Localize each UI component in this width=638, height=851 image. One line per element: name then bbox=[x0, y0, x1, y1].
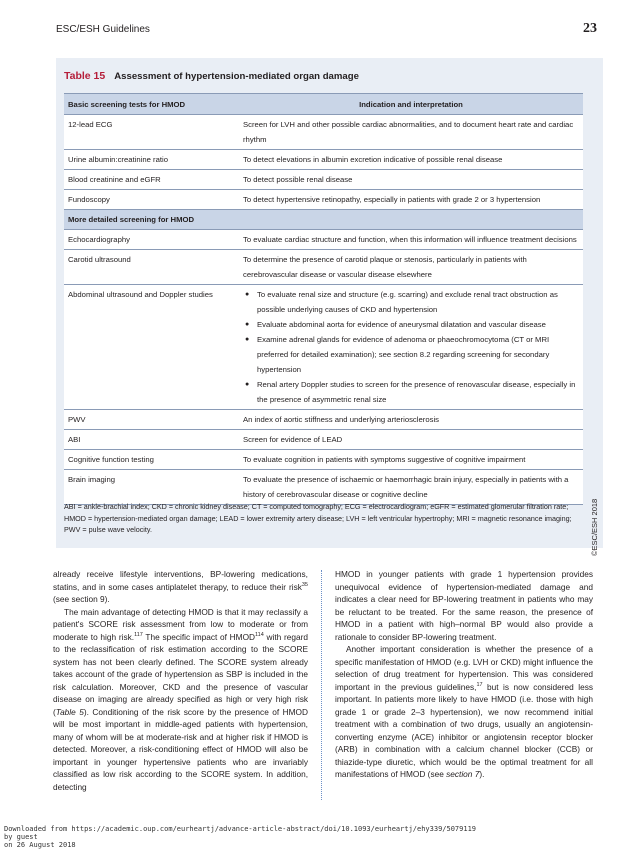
table-row bbox=[64, 450, 583, 470]
citation: 35 bbox=[301, 581, 308, 588]
citation: 114 bbox=[255, 631, 264, 638]
table-row bbox=[64, 230, 583, 250]
paragraph bbox=[53, 606, 308, 794]
table-title: Assessment of hypertension-mediated organ damage bbox=[114, 71, 359, 82]
indication-cell: To detect elevations in albumin excretion indicative of possible renal disease bbox=[239, 150, 583, 170]
download-notice bbox=[4, 825, 476, 850]
text-run: The specific impact of HMOD bbox=[142, 631, 256, 642]
indication-cell: To evaluate cognition in patients with symptoms suggestive of cognitive impairment bbox=[239, 450, 583, 470]
indication-cell: Screen for evidence of LEAD bbox=[239, 430, 583, 450]
test-cell: Cognitive function testing bbox=[64, 450, 239, 470]
citation: 117 bbox=[134, 631, 143, 638]
text-run: (see section 9). bbox=[53, 594, 110, 604]
body-column-right bbox=[335, 568, 593, 781]
text-run: with regard to the reclassification of risk estimation according to the SCORE system has not been clearly defined. The SCORE system already takes account of the grade of hypertension as SBP is included in the risk calculation. Moreover, CKD and the presence of vascular disease on imaging are already specified as high or very high risk ( bbox=[53, 631, 308, 717]
text-run: The main advantage of detecting HMOD is that it may reclassify a patient's SCORE risk assessment from low to moderate or from moderate to high risk. bbox=[53, 606, 308, 642]
test-cell: Carotid ultrasound bbox=[64, 250, 239, 285]
indication-cell: To evaluate cardiac structure and function, when this information will influence treatment decisions bbox=[239, 230, 583, 250]
download-line: on 26 August 2018 bbox=[4, 841, 76, 850]
bullet-item: ● Examine adrenal glands for evidence of adenoma or phaeochromocytoma (CT or MRI preferred for detailed examination); see section 8.2 regarding screening for secondary hypertension bbox=[257, 332, 579, 377]
indication-cell: To detect possible renal disease bbox=[239, 170, 583, 190]
page-number: 23 bbox=[583, 21, 597, 36]
table-row bbox=[64, 285, 583, 410]
indication-cell bbox=[239, 285, 583, 410]
indication-cell: To determine the presence of carotid plaque or stenosis, particularly in patients with cerebrovascular disease or vascular disease elsewhere bbox=[239, 250, 583, 285]
table-subheader-row bbox=[64, 210, 583, 230]
indication-cell: An index of aortic stiffness and underlying arteriosclerosis bbox=[239, 410, 583, 430]
test-cell: 12-lead ECG bbox=[64, 115, 239, 150]
indication-cell: To detect hypertensive retinopathy, especially in patients with grade 2 or 3 hypertension bbox=[239, 190, 583, 210]
table-header-row bbox=[64, 94, 583, 115]
test-cell: Urine albumin:creatinine ratio bbox=[64, 150, 239, 170]
citation: 17 bbox=[476, 681, 483, 688]
bullet-item: ● To evaluate renal size and structure (e.g. scarring) and exclude renal tract obstruction as possible underlying causes of CKD and hypertension bbox=[257, 287, 579, 317]
table-row bbox=[64, 470, 583, 505]
test-cell: Abdominal ultrasound and Doppler studies bbox=[64, 285, 239, 410]
column-divider bbox=[321, 570, 322, 800]
section-reference-link[interactable]: section 7 bbox=[446, 769, 480, 779]
table-caption bbox=[64, 70, 359, 82]
hmod-table bbox=[64, 93, 583, 505]
table-reference-link[interactable]: Table 5 bbox=[55, 706, 84, 717]
paragraph bbox=[335, 643, 593, 781]
paragraph: HMOD in younger patients with grade 1 hypertension provides unequivocal evidence of hypertension-mediated damage and indicates a clear need for BP-lowering treatment in patients who may be reluctant to be treated. For the same reason, the presence of HMOD in a patient with high–normal BP would also provide a rationale to consider BP-lowering treatment. bbox=[335, 569, 593, 642]
test-cell: Fundoscopy bbox=[64, 190, 239, 210]
text-run: Another important consideration is whether the presence of a specific manifestation of HMOD (e.g. LVH or CKD) might influence the selection of drug treatment for hypertension. This was considered important in the previous guidelines, bbox=[335, 644, 593, 692]
bullet-list bbox=[243, 287, 579, 407]
table-footnote: ABI = ankle-brachial index; CKD = chronic kidney disease; CT = computed tomography; ECG = electrocardiogram; eGFR = estimated glomerular filtration rate; HMOD = hypertension-mediated organ damage; LEAD = lower extremity artery disease; LVH = left ventricular hypertrophy; MRI = magnetic resonance imaging; PWV = pulse wave velocity. bbox=[64, 502, 572, 534]
download-line: by guest bbox=[4, 833, 38, 842]
table-row bbox=[64, 410, 583, 430]
table-row bbox=[64, 150, 583, 170]
column-header-test: Basic screening tests for HMOD bbox=[64, 94, 239, 115]
test-cell: ABI bbox=[64, 430, 239, 450]
text-run: but is now considered less important. In patients more likely to have HMOD (i.e. those with high grade 1 or grade 2–3 hypertension), we now recommend initial treatment with a combination of two drugs, usually an angiotensin-converting enzyme (ACE) inhibitor or angiotensin receptor blocker (ARB) in combination with a calcium channel blocker (CCB) or thiazide-type diuretic, which would be the optimal treatment for all manifestations of HMOD (see bbox=[335, 681, 593, 779]
bullet-item: ● Evaluate abdominal aorta for evidence of aneurysmal dilatation and vascular disease bbox=[257, 317, 579, 332]
text-run: already receive lifestyle interventions, BP-lowering medications, statins, and in some cases antiplatelet therapy, to reduce their risk bbox=[53, 569, 308, 592]
body-column-left bbox=[53, 568, 308, 793]
table-row bbox=[64, 115, 583, 150]
running-header: ESC/ESH Guidelines bbox=[56, 24, 150, 35]
test-cell: Brain imaging bbox=[64, 470, 239, 505]
table-row bbox=[64, 170, 583, 190]
table-panel bbox=[56, 58, 603, 556]
copyright-text: ©ESC/ESH 2018 bbox=[590, 498, 599, 556]
copyright-notice bbox=[590, 486, 602, 556]
paragraph bbox=[53, 568, 308, 606]
subheader-cell: More detailed screening for HMOD bbox=[64, 210, 583, 230]
test-cell: PWV bbox=[64, 410, 239, 430]
text-run: ). Conditioning of the risk score by the presence of HMOD will be most important in middle-aged patients with hypertension, many of whom will be at moderate-risk and at higher risk if HMOD is detected. Moreover, a risk-conditioning effect of HMOD will also be important in younger hypertensive patients who are invariably classified as low risk according to the SCORE system. In addition, detecting bbox=[53, 706, 308, 792]
test-cell: Blood creatinine and eGFR bbox=[64, 170, 239, 190]
table-row bbox=[64, 250, 583, 285]
indication-cell: Screen for LVH and other possible cardiac abnormalities, and to document heart rate and cardiac rhythm bbox=[239, 115, 583, 150]
table-number: Table 15 bbox=[64, 70, 106, 82]
column-header-indication: Indication and interpretation bbox=[239, 94, 583, 115]
table-row bbox=[64, 190, 583, 210]
bullet-item: ● Renal artery Doppler studies to screen for the presence of renovascular disease, especially in the presence of asymmetric renal size bbox=[257, 377, 579, 407]
indication-cell: To evaluate the presence of ischaemic or haemorrhagic brain injury, especially in patients with a history of cerebrovascular disease or cognitive decline bbox=[239, 470, 583, 505]
text-run: ). bbox=[479, 769, 485, 779]
table-row bbox=[64, 430, 583, 450]
test-cell: Echocardiography bbox=[64, 230, 239, 250]
download-line: Downloaded from https://academic.oup.com/eurheartj/advance-article-abstract/doi/10.1093/eurheartj/ehy339/5079119 bbox=[4, 825, 477, 833]
